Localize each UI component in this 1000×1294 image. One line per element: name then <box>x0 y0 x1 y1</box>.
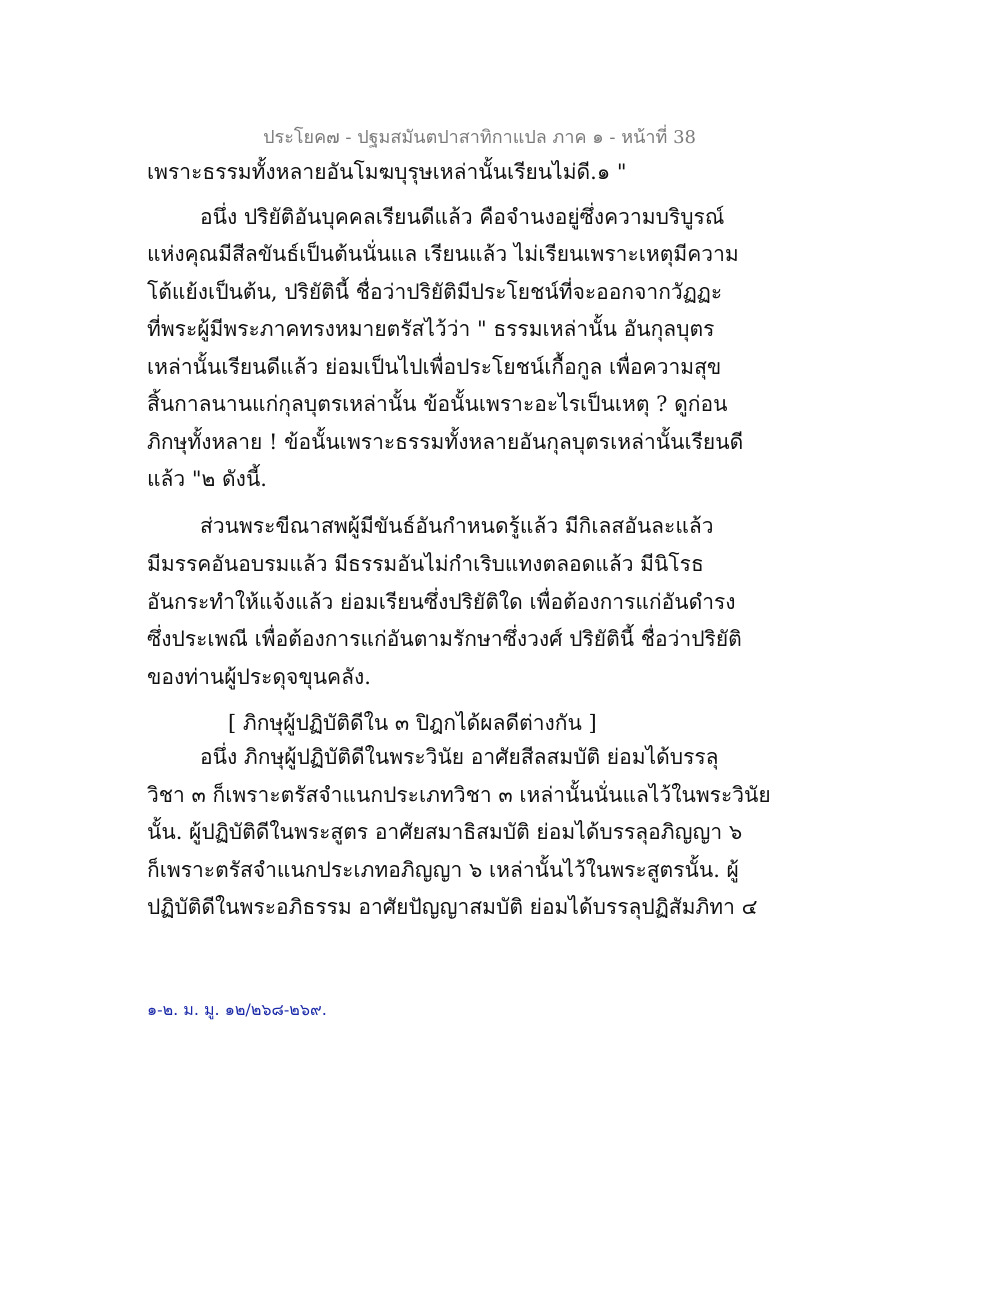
body-line: ที่พระผู้มีพระภาคทรงหมายตรัสไว้ว่า " ธรรมเหล่านั้น อันกุลบุตร <box>147 317 715 341</box>
body-line: เหล่านั้นเรียนดีแล้ว ย่อมเป็นไปเพื่อประโยชน์เกื้อกูล เพื่อความสุข <box>147 355 722 379</box>
section-heading: [ ภิกษุผู้ปฏิบัติดีใน ๓ ปิฎกได้ผลดีต่างกัน ] <box>228 711 597 735</box>
body-line: โต้แย้งเป็นต้น, ปริยัตินี้ ชื่อว่าปริยัติมีประโยชน์ที่จะออกจากวัฏฏะ <box>147 280 723 304</box>
body-line: ก็เพราะตรัสจำแนกประเภทอภิญญา ๖ เหล่านั้นไว้ในพระสูตรนั้น. ผู้ <box>147 858 739 882</box>
body-line: ของท่านผู้ประดุจขุนคลัง. <box>147 665 371 689</box>
body-line: มีมรรคอันอบรมแล้ว มีธรรมอันไม่กำเริบแทงตลอดแล้ว มีนิโรธ <box>147 552 704 576</box>
body-line: แห่งคุณมีสีลขันธ์เป็นต้นนั่นแล เรียนแล้ว ไม่เรียนเพราะเหตุมีความ <box>147 242 739 266</box>
body-line: อันกระทำให้แจ้งแล้ว ย่อมเรียนซึ่งปริยัติใด เพื่อต้องการแก่อันดำรง <box>147 590 736 614</box>
body-line: ปฏิบัติดีในพระอภิธรรม อาศัยปัญญาสมบัติ ย่อมได้บรรลุปฏิสัมภิทา ๔ <box>147 895 758 919</box>
body-line: นั้น. ผู้ปฏิบัติดีในพระสูตร อาศัยสมาธิสมบัติ ย่อมได้บรรลุอภิญญา ๖ <box>147 820 743 844</box>
body-line: เพราะธรรมทั้งหลายอันโมฆบุรุษเหล่านั้นเรียนไม่ดี.๑ " <box>147 160 627 184</box>
paragraph-first-line: ส่วนพระขีณาสพผู้มีขันธ์อันกำหนดรู้แล้ว มีกิเลสอันละแล้ว <box>200 514 714 538</box>
body-line: ซึ่งประเพณี เพื่อต้องการแก่อันตามรักษาซึ่งวงศ์ ปริยัตินี้ ชื่อว่าปริยัติ <box>147 627 742 651</box>
body-line: ภิกษุทั้งหลาย ! ข้อนั้นเพราะธรรมทั้งหลายอันกุลบุตรเหล่านั้นเรียนดี <box>147 430 744 454</box>
body-line: วิชา ๓ ก็เพราะตรัสจำแนกประเภทวิชา ๓ เหล่านั้นนั่นแลไว้ในพระวินัย <box>147 783 771 807</box>
body-line: แล้ว "๒ ดังนี้. <box>147 467 267 491</box>
footnote: ๑-๒. ม. มู. ๑๒/๒๖๘-๒๖๙. <box>147 1000 327 1019</box>
running-header: ประโยค๗ - ปฐมสมันตปาสาทิกาแปล ภาค ๑ - หน้าที่ 38 <box>263 127 696 148</box>
body-line: สิ้นกาลนานแก่กุลบุตรเหล่านั้น ข้อนั้นเพราะอะไรเป็นเหตุ ? ดูก่อน <box>147 392 728 416</box>
paragraph-first-line: อนึ่ง ปริยัติอันบุคคลเรียนดีแล้ว คือจำนงอยู่ซึ่งความบริบูรณ์ <box>200 205 725 229</box>
paragraph-first-line: อนึ่ง ภิกษุผู้ปฏิบัติดีในพระวินัย อาศัยสีลสมบัติ ย่อมได้บรรลุ <box>200 745 719 769</box>
